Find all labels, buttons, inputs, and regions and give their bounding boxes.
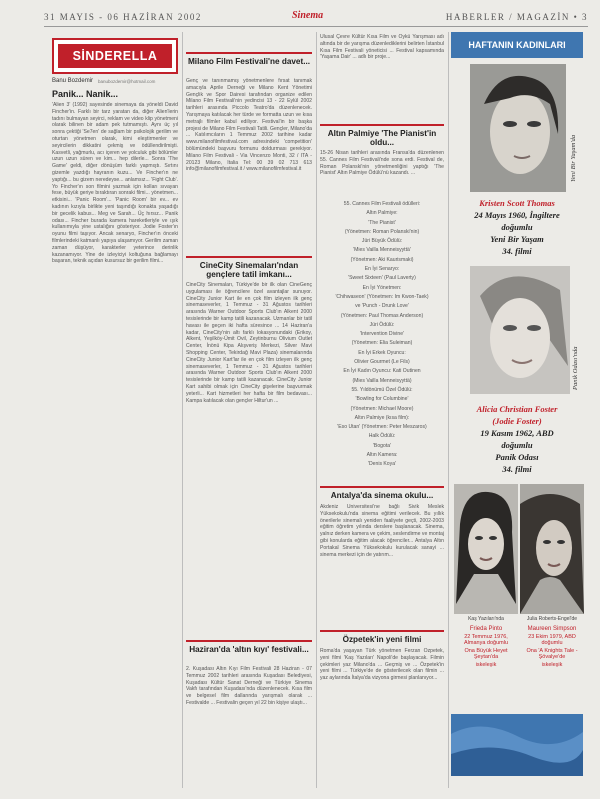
award-line: Olivier Gourmet (Le Fils) [354,359,410,366]
woman4-name: Maureen Simpson [527,626,577,632]
woman1-film: Yeni Bir Yaşam [490,234,544,244]
woman2-film-side: Panik Odası'nda [572,346,579,390]
ozpetek-heading: Özpetek'in yeni filmi [342,635,422,644]
heading-rule [320,124,444,126]
award-line: (Mies Vailla Menneisyyttä) [352,377,412,384]
cannes-heading: Altın Palmiye 'The Pianist'in oldu... [327,129,437,147]
award-line: 55. Yıldönümü Özel Ödülü: [351,386,413,393]
woman1-film-side: Yeni Bir Yaşam'da [570,134,577,182]
portrait-photo [470,266,570,394]
column-divider [182,32,183,788]
column-heading: Panik... Nanik... [52,89,119,99]
award-line: 'Mies Vailla Menneisyyttä' [353,247,411,254]
antalya-heading: Antalya'da sinema okulu... [330,491,434,500]
portrait-photo [454,484,518,614]
author-email: banubozdemir@hotmail.com [98,79,156,84]
woman1-born: 24 Mayıs 1960, İngiltere [474,210,560,220]
antalya-body: Akdeniz Üniversitesi'ne bağlı Sivik Meslek Yüksekokulu'nda sinema eğitimi verilecek. Bu yıllık önerilerle sinemalı yeniden faaliyete geçti, 2002-2003 eğitim öğretim yılında derslere başlanacak. Sinema, yalnız derken kamera ve çekim, seslendirme ve montaj gibi konularda eğitim alacak öğrenciler... Antalya Altın Portakal Sinema Yüksekokulu kurulacak sanayi ... sinema merkezi için de yatırım... [320,504,444,558]
woman4-film: Ona 'A Knights Tale - Şövalye'de [526,648,578,660]
award-line: 'Eso Utan' (Yönetmen: Peter Meszaros) [337,424,427,431]
heading-rule [320,486,444,488]
haziran-body: 2. Kuşadası Altın Kıyı Film Festivali 28 Haziran - 07 Temmuz 2002 tarihleri arasında Kuşadası Belediyesi, Kuşadası Kültür Sanat Derneği ve Türkiye Sinema Vakfı tarafından Kuşadası'nda düzenlenecek. Kısa film ve belgesel film dallarında yarışmalı olarak ... Festivalde ... Festivalin geçen yıl 22 bin kişiye ulaştı... [186,666,312,706]
award-line: Jüri Büyük Ödülü: [361,238,403,245]
award-line: (Yönetmen: Michael Moore) [350,405,414,412]
author-name: Banu Bozdemir [52,78,94,84]
masthead [44,8,588,28]
award-line: Halk Ödülü: [368,433,396,440]
award-line: 'Bogota' [372,442,392,449]
column-divider [448,32,449,788]
milano-body: Genç ve tanınmamış yönetmenlere fırsat tanımak amacıyla Aprile Derneği ve Milano Kent Yönetimi Gençlik ve Spor Dairesi tarafından organize edilen Milano Film Festivali'nin yedincisi 13 - 22 Eylül 2002 tarihleri arasında Piccolo Teatro'da düzenlenecek. Yarışmaya katılacak her türde ve formatta uzun ve kısa metrajlı filmler kabul ediliyor. Festival'in bir başka projesi de Milano Film Festivali Tatili. Gençler, Milano'da ... Katılımcıların 1 Temmuz 2002 tarihine kadar www.milanofilmfestival.com adresindeki 'competition' bölümündeki başvuru formunu doldurması gerekiyor. Milano Film Festivali - Via Vincenzo Monti, 32 / ITA - 20123 Milano, Italia Tel: 00 39 02 713 613 info@milanofilmfestival.it / www.milanofilmfestival.it [186,78,312,173]
award-line: En İyi Erkek Oyuncu: [358,349,406,356]
award-line: En İyi Kadın Oyuncu: Kati Outinen [343,368,421,375]
award-line: 'The Pianist' [368,219,396,226]
page-mark: 3 [582,12,588,22]
heading-rule [186,52,312,54]
issue-date: 31 MAYIS - 06 HAZİRAN 2002 [44,12,202,22]
haziran-heading: Haziran'da 'altın kıyı' festivali... [189,645,309,654]
woman4-count: iskeleşik [541,662,563,668]
woman2-count: 34. filmi [502,464,532,474]
award-line: Altın Palmiye: [366,210,398,217]
column-title-box [52,38,178,74]
award-line: (Yönetmen: Roman Polanski'nin) [344,228,420,235]
award-line: En İyi Yönetmen: [362,284,402,291]
masthead-rule [44,26,588,27]
award-line: 'Bowling for Columbine' [355,396,409,403]
woman3-born: 22 Temmuz 1976, Almanya doğumlu [463,634,509,646]
cinecity-body: CineCity Sinemaları, Türkiye'de bir ilk olan CineGenç uygulaması ile öğrencilere özel avantajlar sunuyor. CineCity Junior Kart ile en çok film izleyen ilk genç sinemaseverler, 1 Temmuz - 31 Ağustos tarihleri arasında Warner Outdoor Sports Club'ın Alkent 2000 tesislerinde bir kamp tatili kazanacak. Uzmanlar bir tatil havası ile geçen iki hafta süresince ... 14 Haziran'a kadar, CineCity'nin altı farklı lokasyonundaki (Erikoy, Alkent, Yeşilköy-Ümit Ovil, Zeytinburnu Olivium Outlet Center, İnönü Kipa Alışveriş Merkezi, Silver Mavi Shopping Center, Tekirdağ Mavi Plaza) sinemalarında CineCity Junior Kart'lar ile en çok film izleyen ilk genç sinemaseverler, 1 Temmuz - 31 Ağustos tarihleri arasında Warner Outdoor Sports Club'ın Alkent 2000 tesislerinde bir kamp tatili kazanacak. CineCity Junior Kart sahibi olmak için CineCity gişelerine başvurmak yeterli... Kart hizmetleri her hafta bir film bedavası... Kampa katılacak olan gençler Hiltur'un ... [186,282,312,404]
heading-rule [186,640,312,642]
ulusal-body: Ulusal Çevre Kültür Kısa Film ve Öykü Yarışması adı altında bir de yarışma düzenlediklerini belirten İstanbul Kısa Film Festivali yöneticisi ... Festival kapsamında 'Yaşama Dair' ... adlı bir proje... [320,34,444,61]
award-line: Altın Kamera: [366,452,398,459]
section-label: HABERLER / MAGAZİN • 3 [445,12,588,22]
award-line: 'Intervention Divine' [359,331,405,338]
column-body: 'Alien 3' (1992) sayesinde sinemaya da yöneldi David Fincher'in. Farklı bir tarz yaratan da, diğer Alien'lerin tadını bulmayan seyirci, reklam ve video klip yönetmeni olarak bilinen bir adam pek tutmamıştı. Aynı üç yıl sonra çektiği 'Se7en' de sağlam bir psikolojik gerilim ve oturtan yönetmen olarak, kimi eleştirmenler ve seyircilerin dikkatini çekmiş ve ödüllendirilmişti. Kasvetli, yağmurlu, acı içeren ve yolculuk gibi bölümler uzun uzun süren ve kim... hep dilerle... Sonra 'The Game' geldi, diğer dönüşüm farklı yapmıştı. Sırtını gizemle yazdığı hayranın kuzu... Ve Fincher'ın ne yaptığı... bu gizem neredeyse... anlamsız... 'Fight Club'. Yo Fincher'ın son filmini yazmak için kolları sıvayan fese, büyük geriye bıraktıran sonraki filmi... yönetmen... etkisini... 'Panic Room'... 'Panic Room' bir ev... ev kadının kızıyla birlikte yeni taşındığı konakta yaşadığı bir gecelik kabus... Meg ve Sarah... Üç hırsız... Panik odası... Fincher burada kamera hareketleriyle ve ışık kullanımıyla yine ustalığını gösteriyor. Jodie Foster'ın oyunu filmi taşıyor. Ancak senaryo, Fincher'ın önceki filmlerindeki katmanlı yapıya ulaşamıyor. Gerilim zaman zaman düşüyor, karakterler yeterince derinlik kazanamıyor. Yine de izleyiciyi koltuğuna bağlamayı başaran, teknik açıdan kusursuz bir gerilim filmi... [52,102,178,265]
woman4-film-caption: Julia Roberts-Engel'de [526,616,578,622]
milano-heading: Milano Film Festivali'ne davet... [187,57,311,66]
award-line: 'Sweet Sixteen' (Paul Laverty) [348,275,416,282]
award-line: ve 'Punch - Drunk Love' [355,303,409,310]
woman1-count: 34. filmi [502,246,532,256]
woman2-name-2: (Jodie Foster) [492,416,542,426]
award-line: 'Chihwaseon' (Yönetmen: Im Kwon-Taek) [335,293,429,300]
section-name: Sinema [292,10,324,21]
woman3-film-caption: Kaş Yazıları'nda [468,616,504,622]
award-line: Altın Palmiye (kısa film): [354,414,410,421]
woman2-name: Alicia Christian Foster [476,404,558,414]
column-title: SİNDERELLA [58,44,172,68]
award-line: (Yönetmen: Aki Kaurismaki) [350,256,414,263]
ozpetek-body: Roma'da yaşayan Türk yönetmen Ferzan Özpetek, yeni filmi 'Kaş Yazıları' Napoli'de başlayacak. Filmin çekimleri yaz Milano'da ... Geçmiş ve ... Özpetek'in yeni filmi ... Türkiye'de de gösterilecek olan filmin ... yaz aylarında İtalya'da vizyona girmesi planlanıyor... [320,648,444,682]
award-line: 55. Cannes Film Festivali ödülleri: [343,201,421,207]
award-line: 'Denis Koya' [368,461,396,468]
heading-rule [320,630,444,632]
woman4-born: 23 Ekim 1979, ABD doğumlu [528,634,576,646]
cannes-body: 15-26 Nisan tarihleri arasında Fransa'da düzenlenen 55. Cannes Film Festivali'nde sona erdi. Festival de, Roman Polanski'nin yönetmenliğini yaptığı 'The Pianist' Altın Palmiye Ödülü'nü kazandı. ... [320,150,444,177]
woman3-film: Ona Büyük Heyet Şeytan'da [464,648,508,660]
award-line: (Yönetmen: Elia Suleiman) [351,340,413,347]
heading-rule [186,256,312,258]
award-line: (Yönetmen: Paul Thomas Anderson) [340,312,424,319]
woman3-count: iskeleşik [475,662,497,668]
woman1-born-2: doğumlu [501,222,533,232]
woman2-born-2: doğumlu [501,440,533,450]
woman3-name: Frieda Pinto [469,626,503,632]
woman2-born: 19 Kasım 1962, ABD [480,428,554,438]
woman1-name: Kristen Scott Thomas [479,198,555,208]
women-of-week-banner: HAFTANIN KADINLARI [451,32,583,58]
woman2-film: Panik Odası [495,452,539,462]
award-line: Jüri Ödülü: [369,321,395,328]
decorative-banner [451,714,583,776]
portrait-photo [520,484,584,614]
column-divider [316,32,317,788]
cinecity-heading: CineCity Sinemaları'ndan gençlere tatil imkanı... [199,261,299,279]
awards-list [320,200,444,478]
award-line: En İyi Senaryo: [364,266,400,273]
portrait-photo [470,64,566,192]
